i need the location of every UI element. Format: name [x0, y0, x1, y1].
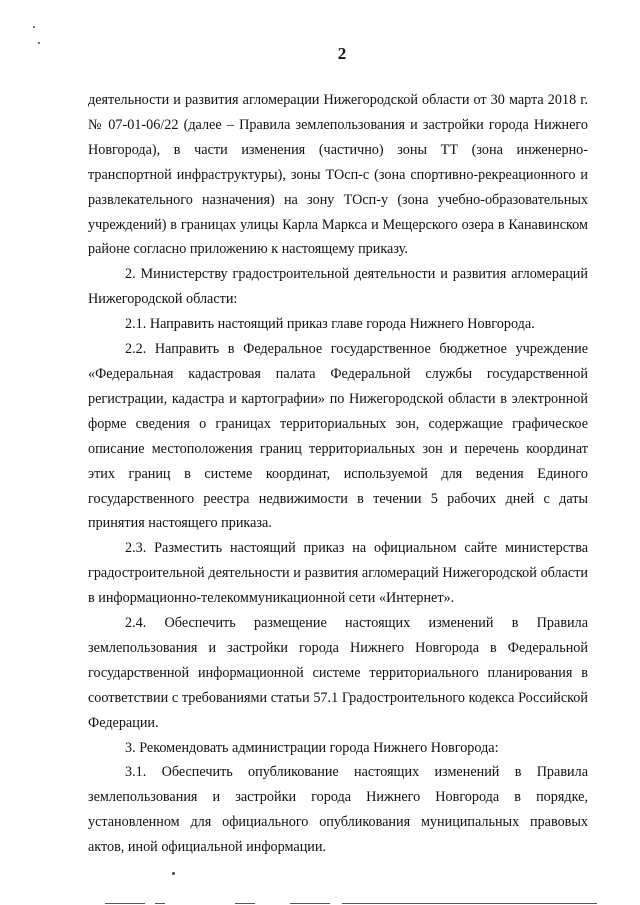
paragraph-item-2-2: 2.2. Направить в Федеральное государственное бюджетное учреждение «Федеральная кадастровая палата Федеральной службы государственной регистрации, кадастра и картографии» по Нижегородской области в электронной форме сведения о границах территориальных зон, содержащие графическое описание местоположения границ территориальных зон и перечень координат этих границ в системе координат, используемой для ведения Единого государственного реестра недвижимости в течении 5 рабочих дней с даты принятия настоящего приказа.	[88, 341, 588, 532]
scan-edge-line	[155, 903, 165, 904]
paragraph-item-2-3: 2.3. Разместить настоящий приказ на официальном сайте министерства градостроительной деятельности и развития агломераций Нижегородской области в информационно-телекоммуникационной сети «Интернет».	[88, 540, 588, 607]
paragraph-continuation: деятельности и развития агломерации Нижегородской области от 30 марта 2018 г. № 07-01-06/22 (далее – Правила землепользования и застройки города Нижнего Новгорода), в части изменения (частично) зоны ТТ (зона инженерно-транспортной инфраструктуры), зоны ТОсп-с (зона спортивно-рекреационного и развлекательного назначения) на зону ТОсп-у (зона учебно-образовательных учреждений) в границах улицы Карла Маркса и Мещерского озера в Канавинском районе согласно приложению к настоящему приказу.	[88, 92, 588, 258]
scan-edge-line	[342, 903, 597, 904]
scan-edge-line	[235, 903, 255, 904]
scan-edge-line	[290, 903, 330, 904]
scan-speck	[38, 42, 40, 44]
paragraph-item-2: 2. Министерству градостроительной деятельности и развития агломераций Нижегородской области:	[88, 266, 588, 308]
paragraph-item-2-4: 2.4. Обеспечить размещение настоящих изменений в Правила землепользования и застройки города Нижнего Новгорода в Федеральной государственной информационной системе территориального планирования в соответствии с требованиями статьи 57.1 Градостроительного кодекса Российской Федерации.	[88, 615, 588, 731]
paragraph-item-3-1: 3.1. Обеспечить опубликование настоящих изменений в Правила землепользования и застройки города Нижнего Новгорода в порядке, установленном для официального опубликования муниципальных правовых актов, иной официальной информации.	[88, 764, 588, 856]
paragraph-item-2-1: 2.1. Направить настоящий приказ главе города Нижнего Новгорода.	[125, 316, 535, 333]
scan-speck	[172, 872, 175, 875]
scan-edge-line	[105, 903, 145, 904]
scan-speck	[33, 26, 35, 28]
document-body	[88, 88, 588, 860]
page-number: 2	[337, 44, 347, 63]
paragraph-item-3: 3. Рекомендовать администрации города Нижнего Новгорода:	[125, 739, 499, 756]
